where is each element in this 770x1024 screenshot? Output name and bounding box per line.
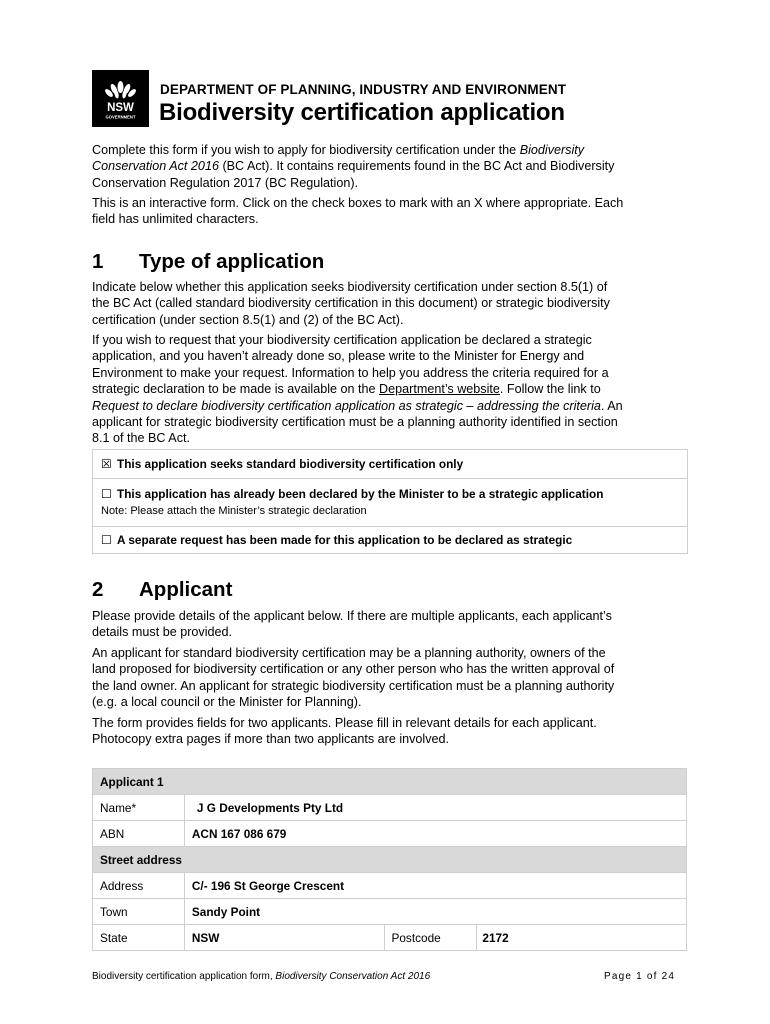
svg-text:GOVERNMENT: GOVERNMENT xyxy=(105,114,136,120)
department-website-link[interactable]: Department’s website xyxy=(379,382,500,397)
town-field[interactable]: Sandy Point xyxy=(184,899,686,925)
application-type-options xyxy=(92,449,688,554)
page-title: Biodiversity certification application xyxy=(159,99,565,126)
table-row xyxy=(93,821,687,847)
table-row xyxy=(93,899,687,925)
section-1-paragraph-2: If you wish to request that your biodiversity certification application be declared a strategic application, and you haven’t already done so, please write to the Minister for Energy and Environment to make your request. Information to help you address the criteria required for a strategic declaration to be made is available on the Department’s website. Follow the link to Request to declare biodiversity certification application as strategic – addressing the criteria. An applicant for strategic biodiversity certification must be a planning authority identified in section 8.1 of the BC Act. xyxy=(92,333,623,446)
section-1-heading: 1 Type of application xyxy=(92,250,325,273)
option-declared-strategic-label: This application has already been declared by the Minister to be a strategic application xyxy=(117,487,604,501)
table-row xyxy=(93,925,687,951)
svg-text:NSW: NSW xyxy=(107,102,134,114)
option-separate-request-label: A separate request has been made for this application to be declared as strategic xyxy=(117,533,573,547)
option-standard xyxy=(93,450,687,479)
section-2-paragraph-3: The form provides fields for two applicants. Please fill in relevant details for each applicant. Photocopy extra pages if more than two applicants are involved. xyxy=(92,716,597,747)
table-row xyxy=(93,795,687,821)
department-name: DEPARTMENT OF PLANNING, INDUSTRY AND ENVIRONMENT xyxy=(160,82,567,97)
name-label: Name* xyxy=(93,795,185,821)
option-separate-request xyxy=(93,527,687,554)
table-row xyxy=(93,873,687,899)
option-declared-strategic xyxy=(93,479,687,527)
town-label: Town xyxy=(93,899,185,925)
option-declared-strategic-note: Note: Please attach the Minister’s strategic declaration xyxy=(101,505,367,517)
street-address-header: Street address xyxy=(93,847,687,873)
state-label: State xyxy=(93,925,185,951)
applicant-header: Applicant 1 xyxy=(93,769,687,795)
nsw-government-logo xyxy=(92,70,149,127)
page-number: Page 1 of 24 xyxy=(604,971,676,982)
abn-label: ABN xyxy=(93,821,185,847)
waratah-icon xyxy=(92,70,149,127)
state-field[interactable]: NSW xyxy=(184,925,384,951)
checkbox-separate-request[interactable]: ☐ xyxy=(101,533,112,547)
applicant-table xyxy=(92,768,687,951)
intro-paragraph-1: Complete this form if you wish to apply for biodiversity certification under the Biodiversity Conservation Act 2016 (BC Act). It contains requirements found in the BC Act and Biodiversity Conservation Regulation 2017 (BC Regulation). xyxy=(92,143,615,190)
abn-field[interactable]: ACN 167 086 679 xyxy=(184,821,686,847)
section-2-paragraph-1: Please provide details of the applicant below. If there are multiple applicants, each applicant’s details must be provided. xyxy=(92,609,612,640)
applicant-header-row xyxy=(93,769,687,795)
checkbox-declared-strategic[interactable]: ☐ xyxy=(101,487,112,501)
address-field[interactable]: C/- 196 St George Crescent xyxy=(184,873,686,899)
intro-paragraph-2: This is an interactive form. Click on the check boxes to mark with an X where appropriate. Each field has unlimited characters. xyxy=(92,196,624,227)
section-2-heading: 2 Applicant xyxy=(92,578,233,601)
postcode-field[interactable]: 2172 xyxy=(477,925,687,951)
option-standard-label: This application seeks standard biodiversity certification only xyxy=(117,457,464,471)
address-label: Address xyxy=(93,873,185,899)
checkbox-standard[interactable]: ☒ xyxy=(101,457,112,471)
section-1-paragraph-1: Indicate below whether this application seeks biodiversity certification under section 8.5(1) of the BC Act (called standard biodiversity certification in this document) or strategic biodiversity certification (under section 8.5(1) and (2) of the BC Act). xyxy=(92,280,610,327)
name-field[interactable]: J G Developments Pty Ltd xyxy=(184,795,686,821)
footer-document-title: Biodiversity certification application form, Biodiversity Conservation Act 2016 xyxy=(92,971,431,982)
postcode-label: Postcode xyxy=(384,925,477,951)
section-2-paragraph-2: An applicant for standard biodiversity certification may be a planning authority, owners of the land proposed for biodiversity certification or any other person who has the written approval of the land owner. An applicant for strategic biodiversity certification must be a planning authority (e.g. a local council or the Minister for Planning). xyxy=(92,646,615,710)
street-address-header-row xyxy=(93,847,687,873)
